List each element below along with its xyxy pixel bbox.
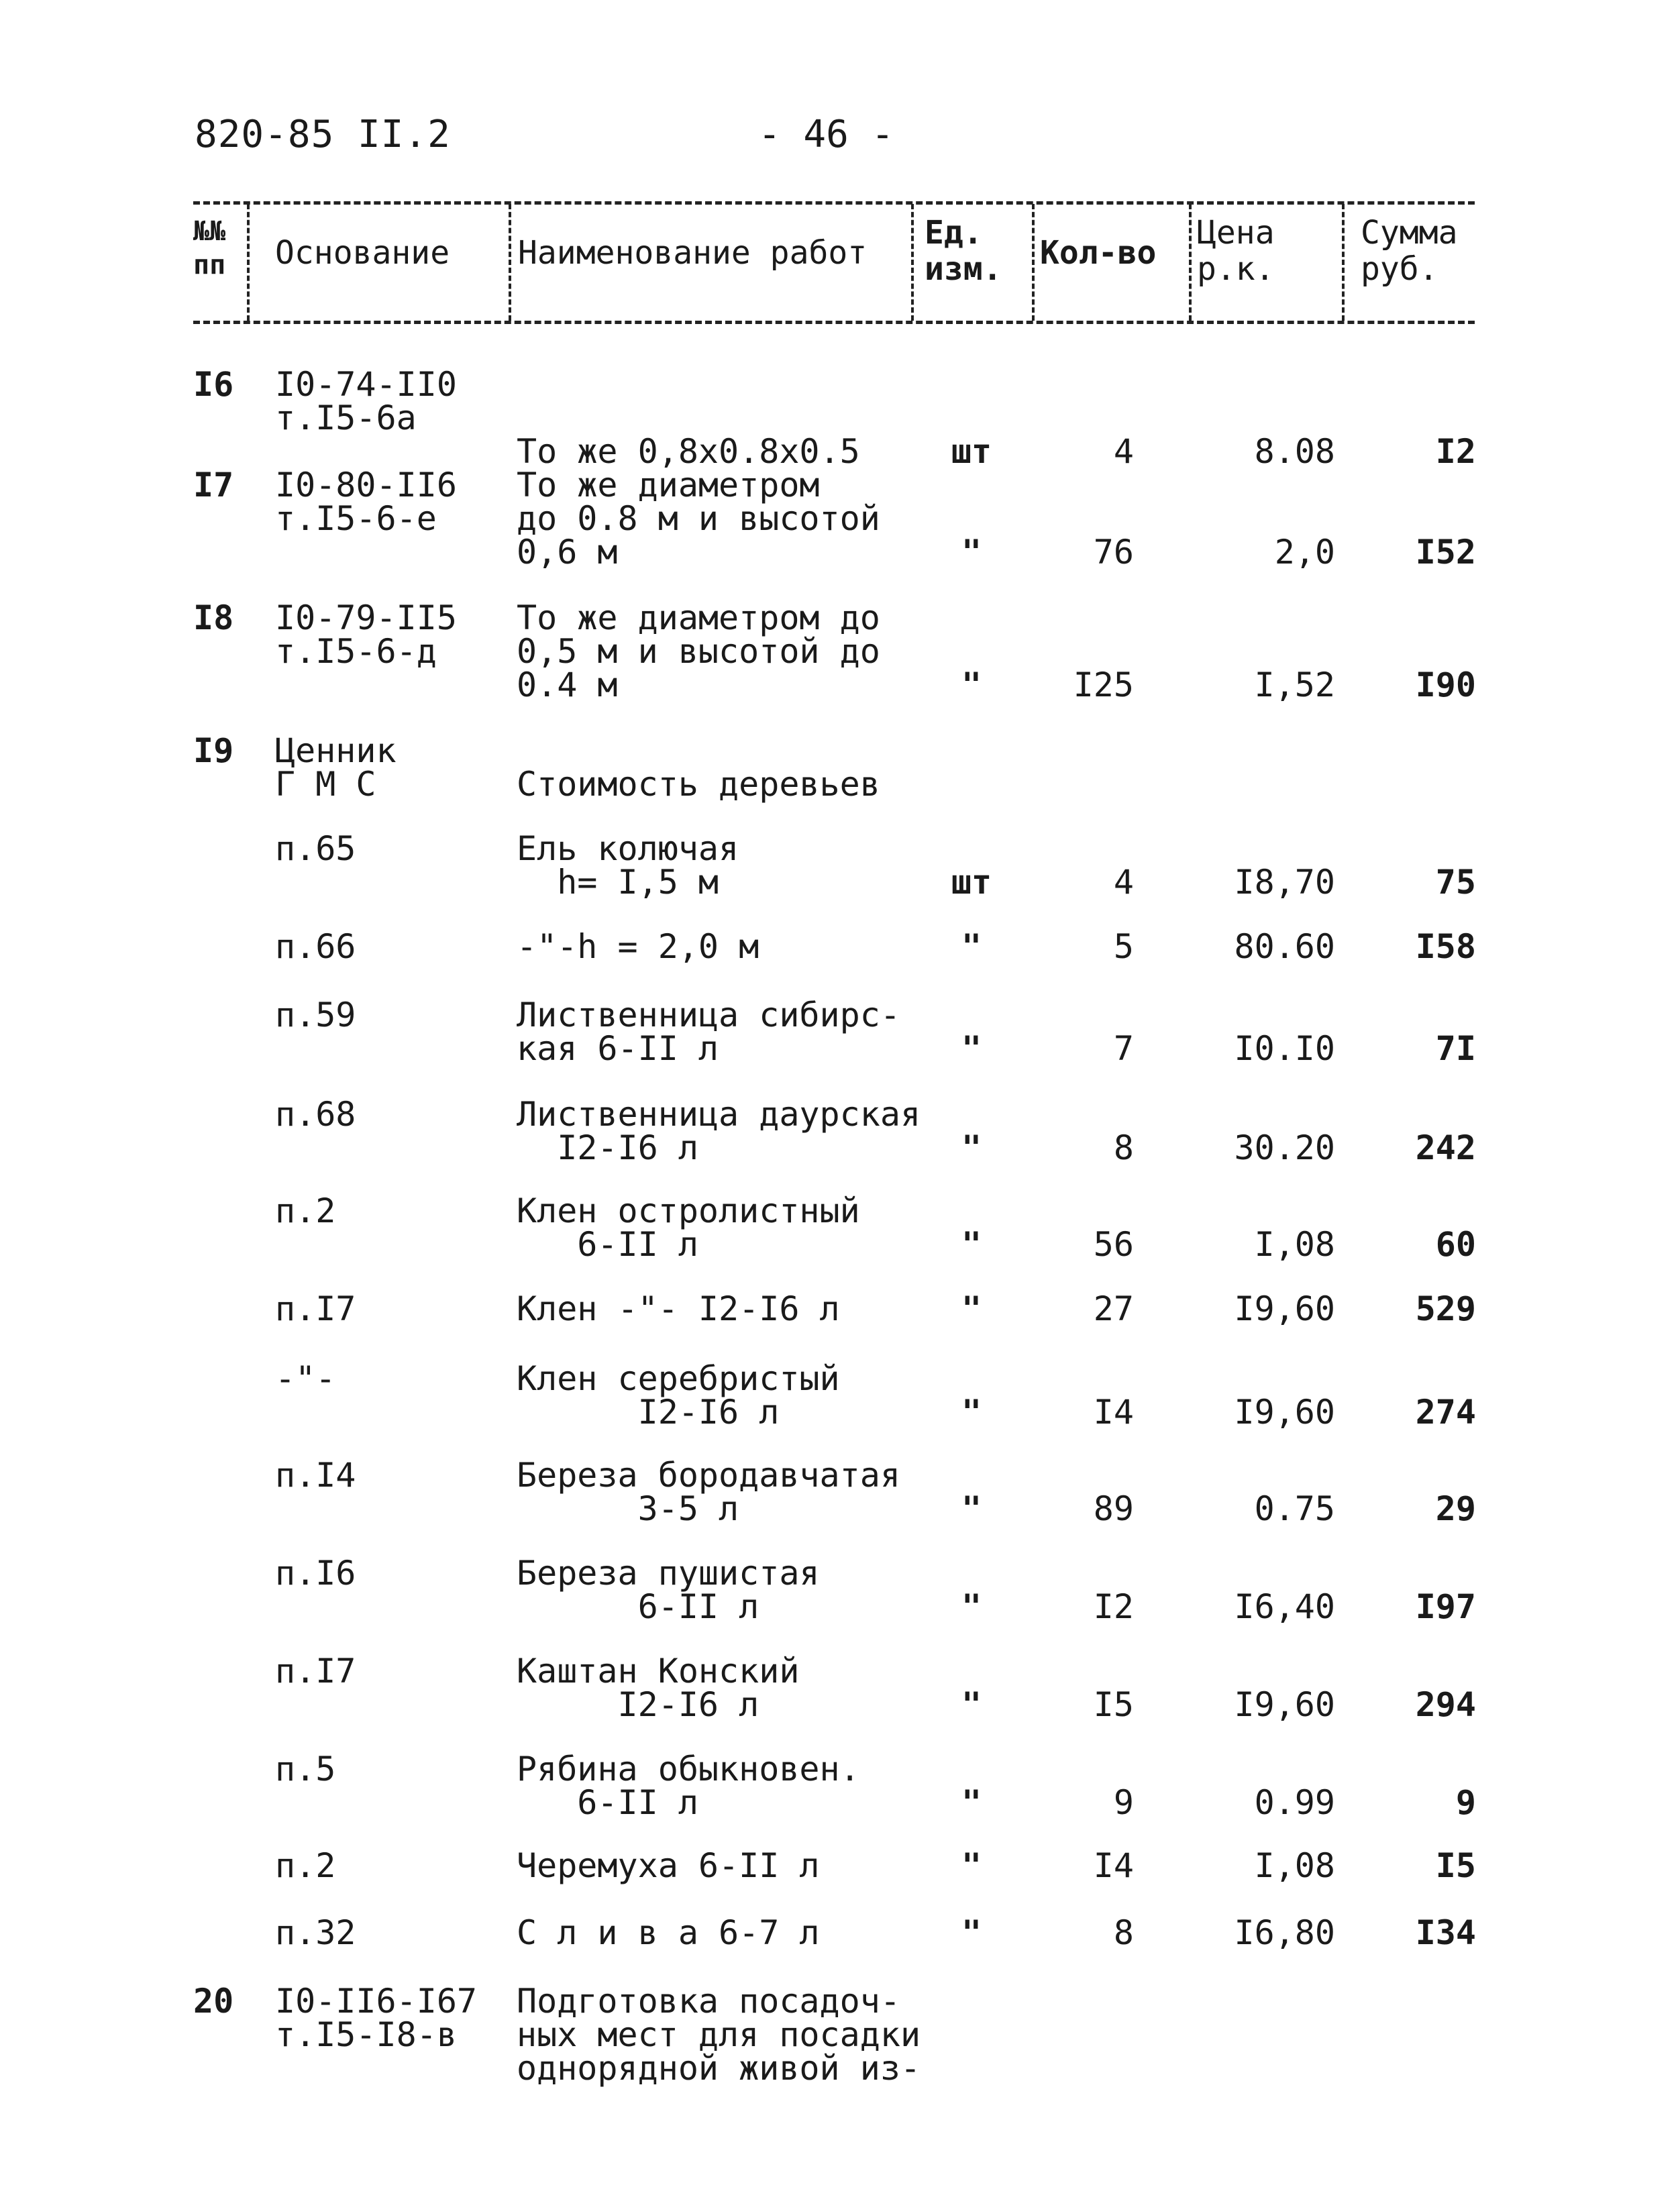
row-work-name: Лиственница сибирс- кая 6-II л bbox=[517, 996, 900, 1068]
row-unit: шт bbox=[951, 432, 992, 471]
column-separator bbox=[911, 204, 914, 321]
row-price: 0.99 bbox=[1254, 1783, 1335, 1822]
row-quantity: 7 bbox=[1113, 1029, 1134, 1068]
row-quantity: I5 bbox=[1093, 1685, 1134, 1724]
page-number: - 46 - bbox=[758, 113, 894, 156]
row-work-name: -"-h = 2,0 м bbox=[517, 927, 759, 966]
row-basis: п.2 bbox=[275, 1191, 336, 1230]
row-price: I9,60 bbox=[1234, 1393, 1335, 1432]
row-sum: I34 bbox=[1415, 1913, 1476, 1952]
header-top-rule bbox=[193, 201, 1475, 205]
column-header-num: №№ пп bbox=[193, 216, 226, 280]
row-sum: 29 bbox=[1435, 1489, 1476, 1528]
row-unit: " bbox=[961, 665, 982, 704]
row-basis: -"- bbox=[275, 1359, 336, 1398]
row-sum: 75 bbox=[1435, 863, 1476, 902]
column-header-sum: Сумма руб. bbox=[1361, 214, 1458, 288]
row-work-name: Береза пушистая 6-II л bbox=[517, 1554, 820, 1626]
row-price: I,52 bbox=[1254, 665, 1335, 704]
row-sum: 274 bbox=[1415, 1393, 1476, 1432]
row-number: I7 bbox=[193, 466, 234, 504]
row-work-name: То же диаметром до 0.8 м и высотой 0,6 м bbox=[517, 466, 880, 572]
row-price: I6,40 bbox=[1234, 1587, 1335, 1626]
column-header-unit: Ед. изм. bbox=[925, 214, 1002, 288]
row-unit: " bbox=[961, 1393, 982, 1432]
row-price: I,08 bbox=[1254, 1225, 1335, 1264]
row-number: I8 bbox=[193, 598, 234, 637]
row-quantity: 8 bbox=[1113, 1913, 1134, 1952]
row-basis: I0-79-II5 т.I5-6-д bbox=[275, 598, 457, 671]
row-sum: I58 bbox=[1415, 927, 1476, 966]
row-unit: " bbox=[961, 1289, 982, 1328]
row-unit: шт bbox=[951, 863, 992, 902]
row-quantity: 9 bbox=[1113, 1783, 1134, 1822]
row-price: I0.I0 bbox=[1234, 1029, 1335, 1068]
row-quantity: I4 bbox=[1093, 1393, 1134, 1432]
row-basis: п.2 bbox=[275, 1846, 336, 1885]
column-separator bbox=[247, 204, 250, 321]
row-sum: 9 bbox=[1455, 1783, 1476, 1822]
row-work-name: С л и в а 6-7 л bbox=[517, 1913, 820, 1952]
row-sum: 294 bbox=[1415, 1685, 1476, 1724]
row-quantity: I2 bbox=[1093, 1587, 1134, 1626]
row-price: 0.75 bbox=[1254, 1489, 1335, 1528]
row-price: 30.20 bbox=[1234, 1128, 1335, 1167]
table-header bbox=[193, 201, 1475, 323]
row-quantity: 4 bbox=[1113, 432, 1134, 471]
row-sum: 7I bbox=[1435, 1029, 1476, 1068]
row-basis: п.I7 bbox=[275, 1289, 356, 1328]
column-header-qty: Кол-во bbox=[1040, 234, 1157, 272]
row-price: I6,80 bbox=[1234, 1913, 1335, 1952]
row-sum: I52 bbox=[1415, 533, 1476, 572]
row-unit: " bbox=[961, 1913, 982, 1952]
row-unit: " bbox=[961, 1685, 982, 1724]
column-separator bbox=[1032, 204, 1035, 321]
row-quantity: 8 bbox=[1113, 1128, 1134, 1167]
row-quantity: 4 bbox=[1113, 863, 1134, 902]
column-separator bbox=[1342, 204, 1345, 321]
row-price: I8,70 bbox=[1234, 863, 1335, 902]
row-unit: " bbox=[961, 1587, 982, 1626]
document-code: 820-85 II.2 bbox=[195, 113, 451, 156]
row-price: 2,0 bbox=[1274, 533, 1335, 572]
row-basis: п.I4 bbox=[275, 1456, 356, 1495]
row-quantity: 76 bbox=[1093, 533, 1134, 572]
row-unit: " bbox=[961, 533, 982, 572]
row-basis: п.I6 bbox=[275, 1554, 356, 1593]
column-header-base: Основание bbox=[275, 234, 450, 272]
row-quantity: I25 bbox=[1073, 665, 1134, 704]
row-sum: 242 bbox=[1415, 1128, 1476, 1167]
row-price: I,08 bbox=[1254, 1846, 1335, 1885]
row-sum: I90 bbox=[1415, 665, 1476, 704]
row-work-name: Каштан Конский I2-I6 л bbox=[517, 1652, 800, 1724]
row-basis: I0-80-II6 т.I5-6-е bbox=[275, 466, 457, 538]
row-basis: п.5 bbox=[275, 1750, 336, 1789]
row-quantity: I4 bbox=[1093, 1846, 1134, 1885]
row-work-name: Черемуха 6-II л bbox=[517, 1846, 820, 1885]
column-separator bbox=[509, 204, 511, 321]
row-number: I9 bbox=[193, 731, 234, 770]
row-quantity: 89 bbox=[1093, 1489, 1134, 1528]
row-basis: Ценник Г М С bbox=[275, 731, 397, 804]
row-basis: п.68 bbox=[275, 1095, 356, 1134]
row-work-name: Клен серебристый I2-I6 л bbox=[517, 1359, 840, 1432]
row-price: I9,60 bbox=[1234, 1289, 1335, 1328]
row-unit: " bbox=[961, 1783, 982, 1822]
column-separator bbox=[1189, 204, 1192, 321]
row-work-name: Клен остролистный 6-II л bbox=[517, 1191, 860, 1264]
row-basis: п.32 bbox=[275, 1913, 356, 1952]
header-bottom-rule bbox=[193, 321, 1475, 324]
column-header-price: Цена р.к. bbox=[1197, 214, 1275, 288]
row-work-name: Подготовка посадоч- ных мест для посадки однорядной живой из- bbox=[517, 1982, 921, 2088]
row-unit: " bbox=[961, 1128, 982, 1167]
row-sum: 529 bbox=[1415, 1289, 1476, 1328]
row-work-name: То же 0,8х0.8х0.5 bbox=[517, 432, 860, 471]
row-work-name: Береза бородавчатая 3-5 л bbox=[517, 1456, 900, 1528]
row-basis: I0-II6-I67 т.I5-I8-в bbox=[275, 1982, 478, 2054]
row-basis: п.59 bbox=[275, 996, 356, 1034]
row-sum: 60 bbox=[1435, 1225, 1476, 1264]
row-work-name: Рябина обыкновен. 6-II л bbox=[517, 1750, 860, 1822]
row-price: 8.08 bbox=[1254, 432, 1335, 471]
row-unit: " bbox=[961, 1225, 982, 1264]
row-unit: " bbox=[961, 1846, 982, 1885]
row-sum: I5 bbox=[1435, 1846, 1476, 1885]
row-price: I9,60 bbox=[1234, 1685, 1335, 1724]
row-basis: I0-74-II0 т.I5-6а bbox=[275, 365, 457, 437]
row-quantity: 56 bbox=[1093, 1225, 1134, 1264]
row-unit: " bbox=[961, 1029, 982, 1068]
row-unit: " bbox=[961, 927, 982, 966]
row-work-name: Лиственница даурская I2-I6 л bbox=[517, 1095, 921, 1167]
row-basis: п.66 bbox=[275, 927, 356, 966]
row-number: I6 bbox=[193, 365, 234, 404]
row-sum: I2 bbox=[1435, 432, 1476, 471]
column-header-name: Наименование работ bbox=[518, 234, 868, 272]
row-sum: I97 bbox=[1415, 1587, 1476, 1626]
row-price: 80.60 bbox=[1234, 927, 1335, 966]
row-work-name: Клен -"- I2-I6 л bbox=[517, 1289, 840, 1328]
row-unit: " bbox=[961, 1489, 982, 1528]
row-basis: п.65 bbox=[275, 829, 356, 868]
row-work-name: Стоимость деревьев bbox=[517, 765, 880, 804]
row-basis: п.I7 bbox=[275, 1652, 356, 1691]
row-number: 20 bbox=[193, 1982, 234, 2021]
row-quantity: 5 bbox=[1113, 927, 1134, 966]
row-work-name: Ель колючая h= I,5 м bbox=[517, 829, 739, 902]
row-work-name: То же диаметром до 0,5 м и высотой до 0.4 м bbox=[517, 598, 880, 704]
row-quantity: 27 bbox=[1093, 1289, 1134, 1328]
